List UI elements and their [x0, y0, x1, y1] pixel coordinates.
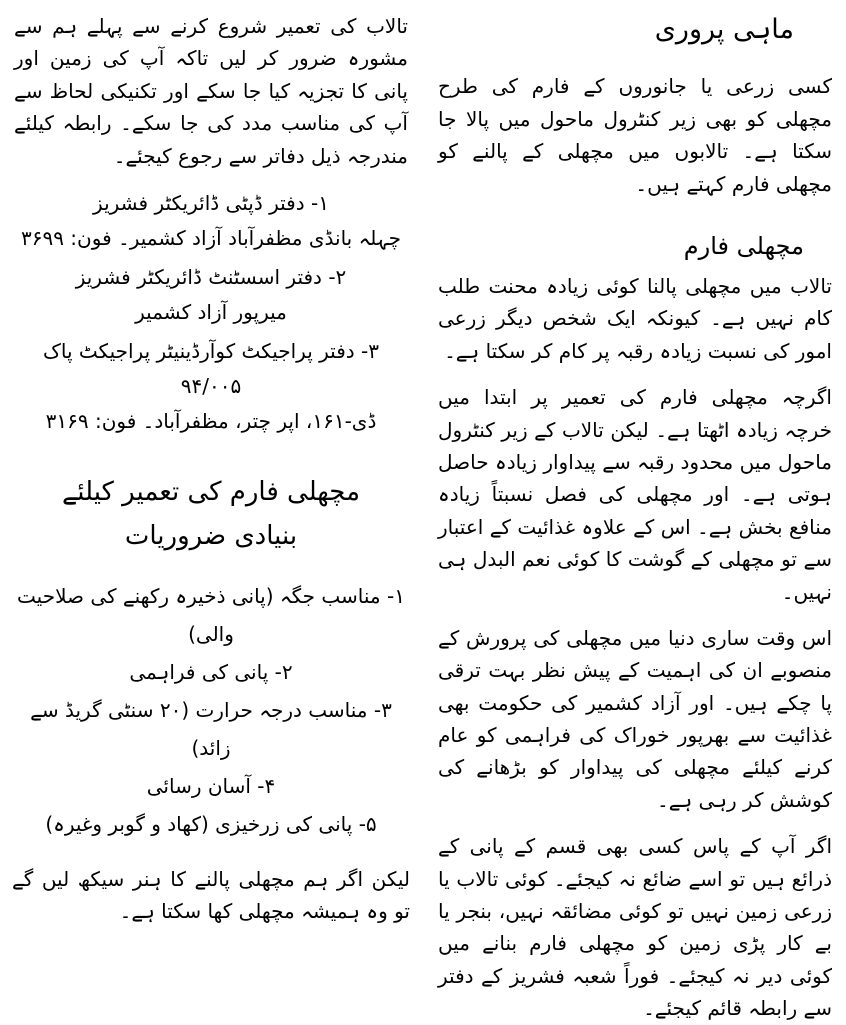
page-title: ماہی پروری — [654, 14, 794, 45]
list-item: ۱- مناسب جگہ (پانی ذخیرہ رکھنے کی صلاحیت والی) — [17, 583, 405, 646]
body-paragraph-1: تالاب میں مچھلی پالنا کوئی زیادہ محنت طلب کام نہیں ہے۔ کیونکہ ایک شخص دیگر زرعی امور کی نسبت زیادہ رقبہ پر کام کر سکتا ہے۔ — [438, 274, 832, 363]
office-entry-2 — [12, 260, 410, 330]
requirements-heading-line-1: مچھلی فارم کی تعمیر کیلئے — [62, 476, 360, 507]
office-entry-3 — [12, 334, 410, 439]
body-paragraph-4: اگر آپ کے پاس کسی بھی قسم کے پانی کے ذرائع ہیں تو اسے ضائع نہ کیجئے۔ کوئی تالاب یا زرعی زمین نہیں تو کوئی مضائقہ نہیں، بنجر یا بے کار پڑی زمین کو مچھلی فارم بنانے میں کوئی دیر نہ کیجئے۔ فوراً شعبہ فشریز کے دفتر سے رابطہ قائم کیجئے۔ — [438, 834, 832, 1021]
left-column — [12, 8, 410, 922]
list-item: ۲- پانی کی فراہمی — [129, 659, 293, 684]
office-2-title: ۲- دفتر اسسٹنٹ ڈائریکٹر فشریز — [75, 264, 347, 289]
body-paragraph-2: اگرچہ مچھلی فارم کی تعمیر پر ابتدا میں خرچہ زیادہ اٹھتا ہے۔ لیکن تالاب کے زیر کنٹرول ماحول میں محدود رقبہ سے پیداوار زیادہ حاصل ہوتی ہے۔ اور مچھلی کی فصل نسبتاً زیادہ منافع بخش ہے۔ اس کے علاوہ غذائیت کے اعتبار سے تو مچھلی کے گوشت کا کوئی نعم البدل ہی نہیں۔ — [438, 385, 832, 604]
office-1-address: چہلہ بانڈی مظفرآباد آزاد کشمیر۔ فون: ۳۶۹۹ — [20, 225, 402, 250]
office-entry-1 — [12, 186, 410, 256]
requirements-heading-line-2: بنیادی ضروریات — [124, 520, 298, 551]
list-item: ۳- مناسب درجہ حرارت (۲۰ سنٹی گریڈ سے زائد) — [30, 697, 392, 760]
right-column — [436, 8, 834, 1021]
office-3-title: ۳- دفتر پراجیکٹ کوآرڈینیٹر پراجیکٹ پاک ۹۴/۰۰۵ — [42, 338, 379, 398]
requirements-list — [12, 577, 410, 843]
intro-paragraph: کسی زرعی یا جانوروں کے فارم کی طرح مچھلی کو بھی زیر کنٹرول ماحول میں پالا جا سکتا ہے۔ تالابوں میں مچھلی کے پالنے کو مچھلی فارم کہتے ہیں۔ — [438, 74, 832, 196]
closing-paragraph: لیکن اگر ہم مچھلی پالنے کا ہنر سیکھ لیں گے تو وہ ہمیشہ مچھلی کھا سکتا ہے۔ — [12, 866, 410, 924]
office-2-address: میرپور آزاد کشمیر — [135, 299, 287, 324]
list-item: ۴- آسان رسائی — [146, 773, 276, 798]
office-1-title: ۱- دفتر ڈپٹی ڈائریکٹر فشریز — [93, 190, 329, 215]
body-paragraph-3: اس وقت ساری دنیا میں مچھلی کی پرورش کے منصوبے ان کی اہمیت کے پیش نظر بہت ترقی پا چکے ہیں۔ اور آزاد کشمیر کی حکومت بھی غذائیت سے بھرپور خوراک کی فراہمی کو عام کرنے کیلئے مچھلی کی پیداوار کو بڑھانے کی کوشش کر رہی ہے۔ — [438, 625, 832, 812]
list-item: ۵- پانی کی زرخیزی (کھاد و گوبر وغیرہ) — [45, 811, 377, 836]
section-heading-fish-farm: مچھلی فارم — [683, 232, 804, 260]
office-3-address: ڈی-۱۶۱، اپر چتر، مظفرآباد۔ فون: ۳۱۶۹ — [45, 408, 377, 433]
advice-paragraph: تالاب کی تعمیر شروع کرنے سے پہلے ہم سے مشورہ ضرور کر لیں تاکہ آپ کی زمین اور پانی کا تجزیہ کیا جا سکے اور تکنیکی لحاظ سے آپ کی مناسب مدد کی جا سکے۔ رابطہ کیلئے مندرجہ ذیل دفاتر سے رجوع کیجئے۔ — [14, 14, 408, 168]
